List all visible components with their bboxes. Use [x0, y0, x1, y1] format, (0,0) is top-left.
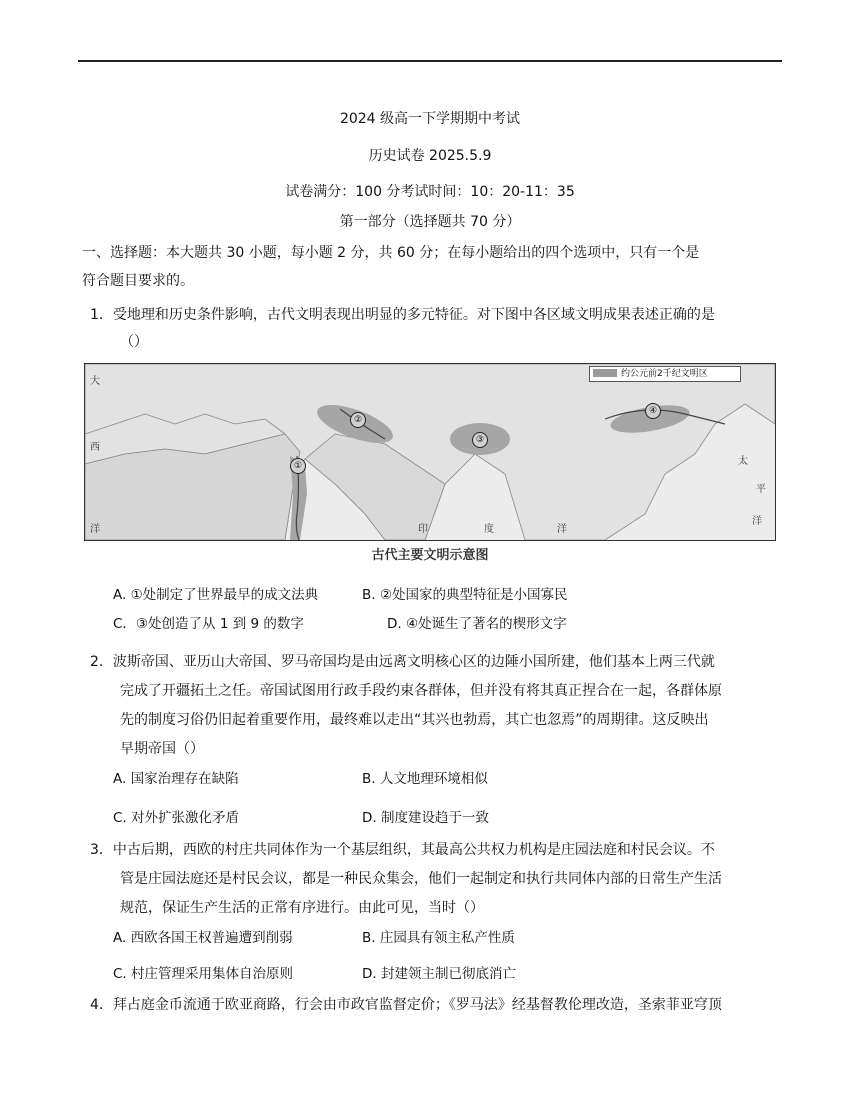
map-label-xi: 西: [90, 442, 100, 453]
q3-option-c[interactable]: C. 村庄管理采用集体自治原则: [113, 966, 294, 982]
map-label-tai: 太: [738, 456, 748, 467]
map-label-yang-left: 洋: [90, 524, 100, 535]
map-label-da: 大: [90, 376, 100, 387]
map-label-yang-bottom: 洋: [557, 524, 567, 535]
section-instruction-2: 符合题目要求的。: [82, 273, 194, 289]
q1-option-a[interactable]: A. ①处制定了世界最早的成文法典: [113, 587, 319, 603]
map-legend: [589, 366, 741, 382]
q2-option-c[interactable]: C. 对外扩张激化矛盾: [113, 810, 240, 826]
exam-info: 试卷满分：100 分考试时间：10：20-11：35: [285, 184, 575, 200]
q2-line-4: 早期帝国（）: [120, 741, 204, 757]
section-instruction-1: 一、选择题：本大题共 30 小题，每小题 2 分，共 60 分；在每小题给出的四个选项中，只有一个是: [82, 245, 700, 261]
q4-line-1: 4．拜占庭金币流通于欧亚商路，行会由市政官监督定价；《罗马法》经基督教伦理改造，圣索菲亚穹顶: [90, 997, 722, 1013]
q2-line-2: 完成了开疆拓土之任。帝国试图用行政手段约束各群体，但并没有将其真正捏合在一起，各群体原: [120, 683, 722, 699]
top-rule: [78, 60, 782, 62]
map-drawing: [85, 364, 775, 540]
q2-line-3: 先的制度习俗仍旧起着重要作用，最终难以走出“其兴也勃焉，其亡也忽焉”的周期律。这反映出: [120, 712, 709, 728]
map-marker-4: ④: [645, 403, 661, 419]
map-label-du: 度: [484, 524, 494, 535]
q3-option-a[interactable]: A. 西欧各国王权普遍遭到削弱: [113, 930, 293, 946]
q1-option-b[interactable]: B. ②处国家的典型特征是小国寡民: [362, 587, 568, 603]
map-label-ping: 平: [756, 484, 766, 495]
legend-swatch: [593, 369, 617, 377]
exam-title: 2024 级高一下学期期中考试: [339, 111, 521, 127]
part-heading: 第一部分（选择题共 70 分）: [339, 214, 521, 230]
map-marker-1: ①: [290, 458, 306, 474]
q3-line-1: 3．中古后期，西欧的村庄共同体作为一个基层组织，其最高公共权力机构是庄园法庭和村民会议。不: [90, 842, 715, 858]
map-caption: 古代主要文明示意图: [371, 548, 489, 563]
exam-subject: 历史试卷 2025.5.9: [368, 148, 492, 164]
q3-option-b[interactable]: B. 庄园具有领主私产性质: [362, 930, 515, 946]
q1-option-c[interactable]: C．③处创造了从 1 到 9 的数字: [113, 616, 304, 632]
q2-line-1: 2．波斯帝国、亚历山大帝国、罗马帝国均是由远离文明核心区的边陲小国所建，他们基本上两三代就: [90, 654, 715, 670]
q1-stem-2: （）: [120, 334, 148, 350]
civilization-map: [84, 363, 776, 541]
legend-label: 约公元前2千纪文明区: [621, 369, 708, 379]
q3-option-d[interactable]: D. 封建领主制已彻底消亡: [362, 966, 516, 982]
q1-option-d[interactable]: D. ④处诞生了著名的楔形文字: [387, 616, 567, 632]
q2-option-d[interactable]: D. 制度建设趋于一致: [362, 810, 489, 826]
q3-line-3: 规范，保证生产生活的正常有序进行。由此可见，当时（）: [120, 900, 484, 916]
q3-line-2: 管是庄园法庭还是村民会议，都是一种民众集会，他们一起制定和执行共同体内部的日常生产生活: [120, 871, 722, 887]
map-marker-3: ③: [472, 432, 488, 448]
map-label-yang-right: 洋: [752, 516, 762, 527]
map-label-yin: 印: [418, 524, 428, 535]
q1-stem-1: 1．受地理和历史条件影响，古代文明表现出明显的多元特征。对下图中各区域文明成果表述正确的是: [90, 307, 715, 323]
q2-option-b[interactable]: B. 人文地理环境相似: [362, 771, 488, 787]
map-marker-2: ②: [350, 412, 366, 428]
q2-option-a[interactable]: A. 国家治理存在缺陷: [113, 771, 239, 787]
